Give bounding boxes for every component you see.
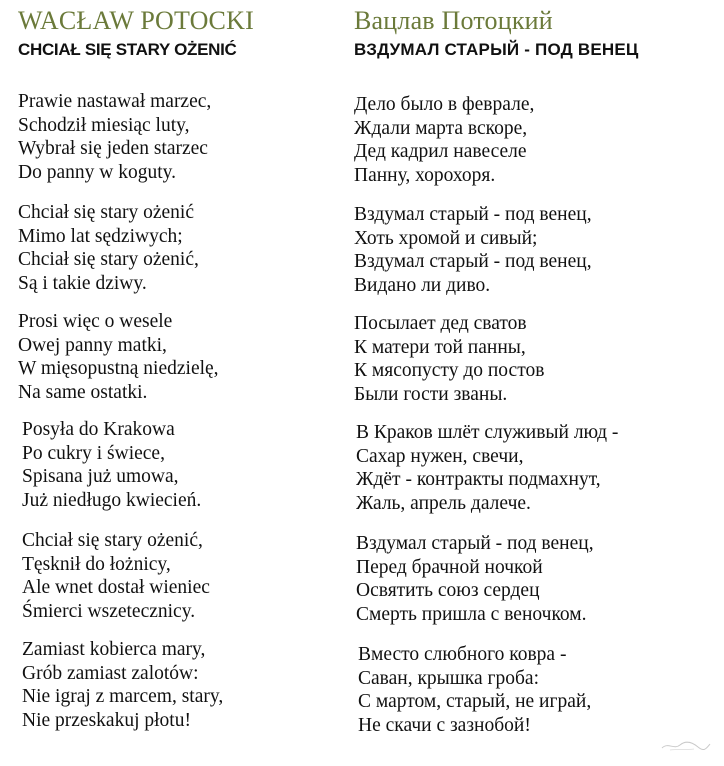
polish-poem-title: CHCIAŁ SIĘ STARY OŻENIĆ <box>18 40 237 59</box>
poem-line: Освятить союз сердец <box>356 580 540 602</box>
poem-line: К мясопусту до постов <box>354 360 545 382</box>
poem-line: Posyła do Krakowa <box>22 419 175 440</box>
poem-line: Были гости званы. <box>354 383 508 405</box>
signature-mark-icon <box>660 738 712 752</box>
poem-line: Mimo lat sędziwych; <box>18 225 183 247</box>
polish-stanza-4 <box>22 418 201 512</box>
poem-line: Nie przeskakuj płotu! <box>22 709 191 731</box>
poem-line: Prawie nastawał marzec, <box>18 91 212 112</box>
poem-line: Już niedługo kwiecień. <box>22 489 202 511</box>
polish-stanza-2 <box>18 201 199 295</box>
poem-line: Wybrał się jeden starzec <box>18 138 208 160</box>
poem-line: Дед кадрил навеселе <box>354 141 527 163</box>
poem-line: Не скачи с зазнобой! <box>358 714 531 736</box>
russian-stanza-1 <box>354 93 534 187</box>
russian-poem-title: ВЗДУМАЛ СТАРЫЙ - ПОД ВЕНЕЦ <box>354 40 639 59</box>
russian-stanza-3 <box>354 312 544 406</box>
poem-line: Prosi więc o wesele <box>18 311 173 332</box>
russian-stanza-4 <box>356 421 618 515</box>
poem-line: Zamiast kobierca mary, <box>22 639 206 660</box>
russian-author: Вацлав Потоцкий <box>354 6 553 35</box>
polish-stanza-3 <box>18 310 219 404</box>
poem-line: Ждёт - контракты подмахнут, <box>356 469 601 491</box>
poem-line: Панну, хорохоря. <box>354 164 496 186</box>
polish-stanza-1 <box>18 90 211 184</box>
poem-line: С мартом, старый, не играй, <box>358 691 592 713</box>
poem-line: Schodził miesiąc luty, <box>18 114 190 136</box>
polish-stanza-5 <box>22 529 210 623</box>
poem-line: Дело было в феврале, <box>354 94 535 115</box>
russian-stanza-2 <box>354 203 592 297</box>
poem-line: Вместо слюбного ковра - <box>358 644 567 665</box>
poem-line: Nie igraj z marcem, stary, <box>22 686 224 708</box>
russian-stanza-6 <box>358 643 591 737</box>
poem-line: Śmierci wszetecznicy. <box>22 600 196 622</box>
poem-line: Сахар нужен, свечи, <box>356 445 524 467</box>
poem-line: Ale wnet dostał wieniec <box>22 577 210 599</box>
poem-line: Grób zamiast zalotów: <box>22 662 199 684</box>
polish-author: WACŁAW POTOCKI <box>18 6 254 35</box>
poem-line: Spisana już umowa, <box>22 466 179 488</box>
poem-line: Вздумал старый - под венец, <box>354 251 592 273</box>
poem-line: Tęsknił do łożnicy, <box>22 553 171 575</box>
poem-line: Жаль, апрель далече. <box>356 492 531 514</box>
poem-line: Do panny w koguty. <box>18 161 176 183</box>
poem-line: Видано ли диво. <box>354 274 491 296</box>
poem-line: В Краков шлёт служивый люд - <box>356 422 619 443</box>
poem-line: Саван, крышка гроба: <box>358 667 539 689</box>
poem-line: Na same ostatki. <box>18 381 148 403</box>
poem-line: К матери той панны, <box>354 336 526 358</box>
poem-line: Ждали марта вскоре, <box>354 117 528 139</box>
poem-line: Перед брачной ночкой <box>356 556 543 578</box>
poem-line: Хоть хромой и сивый; <box>354 227 538 249</box>
poem-line: Вздумал старый - под венец, <box>354 204 592 225</box>
poem-line: Chciał się stary ożenić, <box>22 530 203 551</box>
poem-line: Chciał się stary ożenić <box>18 202 194 223</box>
poem-line: Посылает дед сватов <box>354 313 527 334</box>
poem-line: Po cukry i świece, <box>22 442 165 464</box>
poem-line: Смерть пришла с веночком. <box>356 603 587 625</box>
poem-line: Вздумал старый - под венец, <box>356 533 594 554</box>
poem-line: Są i takie dziwy. <box>18 272 147 294</box>
polish-stanza-6 <box>22 638 223 732</box>
poem-line: Owej panny matki, <box>18 334 167 356</box>
poem-line: Chciał się stary ożenić, <box>18 249 199 271</box>
russian-stanza-5 <box>356 532 594 626</box>
poem-line: W mięsopustną niedzielę, <box>18 358 219 380</box>
